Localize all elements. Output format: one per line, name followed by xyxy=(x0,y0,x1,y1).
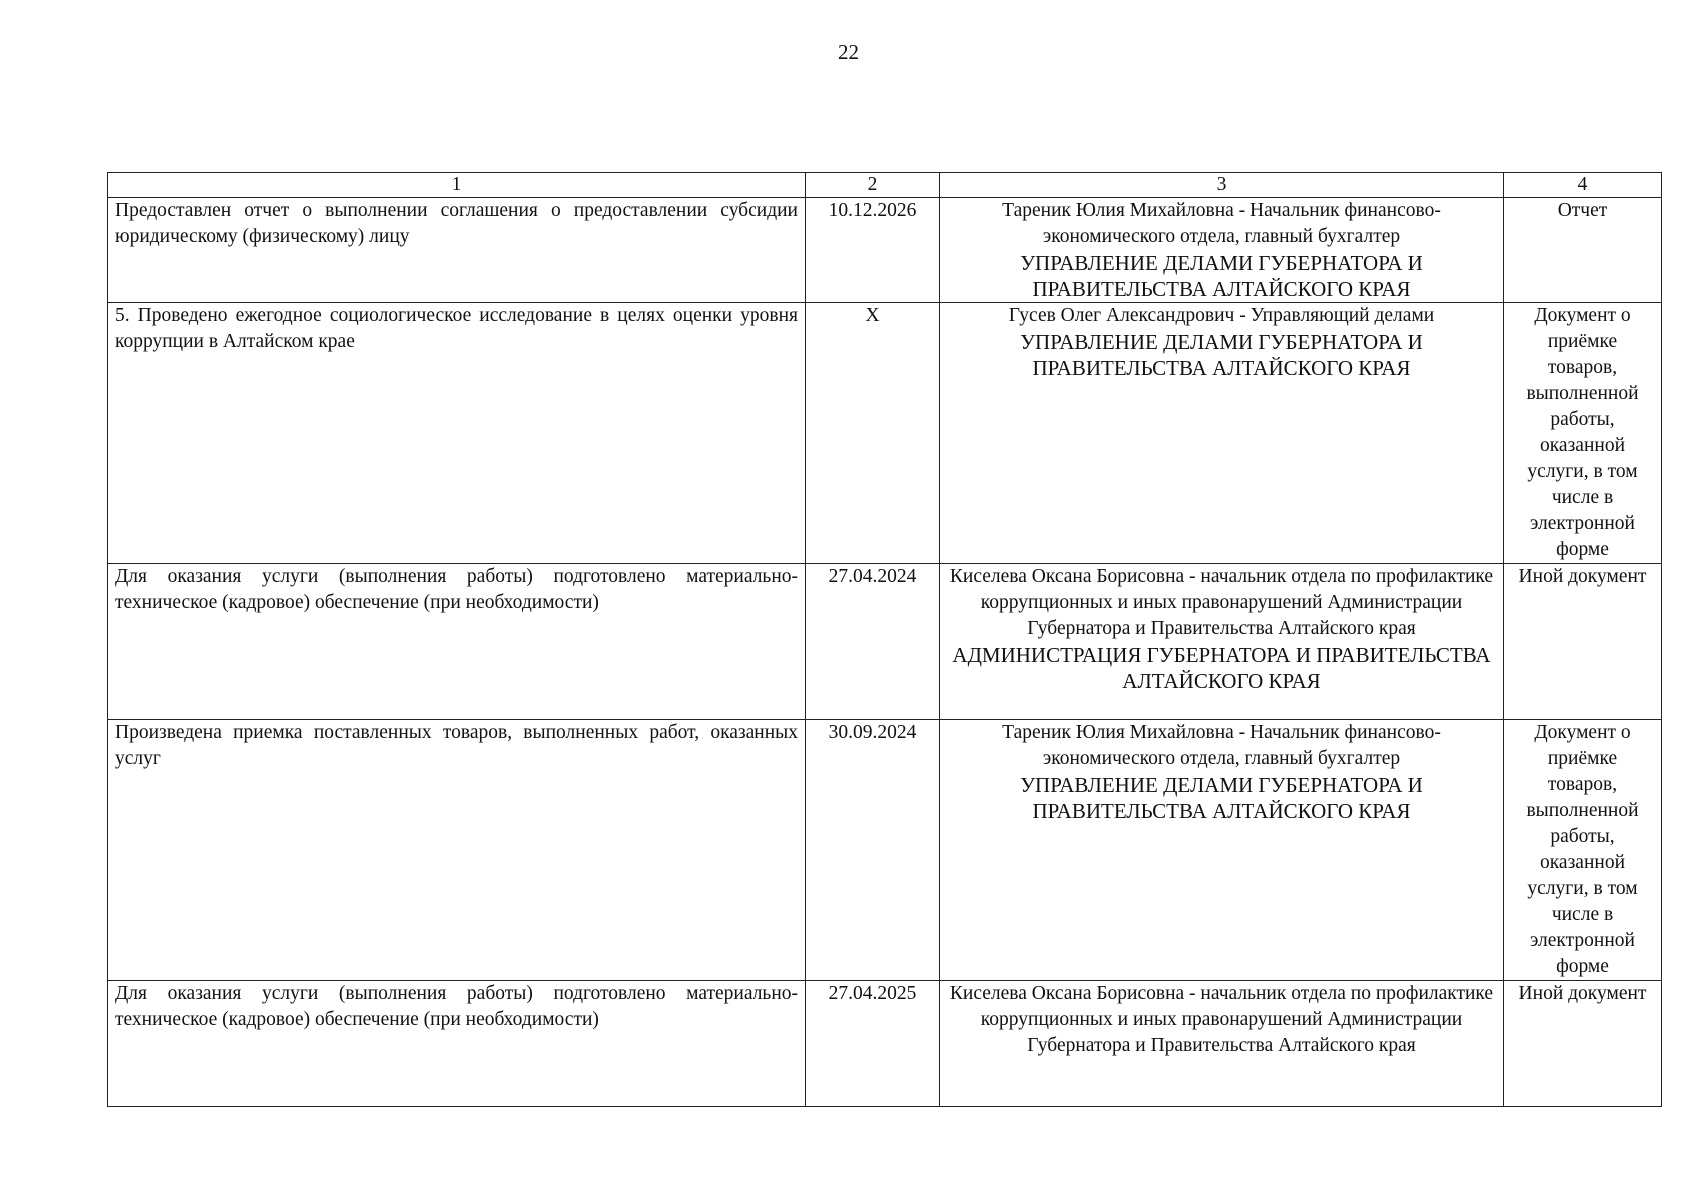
task-cell: Произведена приемка поставленных товаров, выполненных работ, оказанных услуг xyxy=(108,720,806,981)
task-cell: 5. Проведено ежегодное социологическое исследование в целях оценки уровня коррупции в Алтайском крае xyxy=(108,303,806,564)
responsible-cell xyxy=(940,564,1504,720)
responsible-person: Киселева Оксана Борисовна - начальник отдела по профилактике коррупционных и иных правонарушений Администрации Губернатора и Правительства Алтайского края xyxy=(949,566,1494,639)
plan-table xyxy=(107,172,1662,1107)
responsible-cell xyxy=(940,720,1504,981)
column-header: 3 xyxy=(940,173,1504,198)
document-cell: Иной документ xyxy=(1504,981,1662,1107)
page-number: 22 xyxy=(838,40,859,64)
document-cell: Документ о приёмке товаров, выполненной работы, оказанной услуги, в том числе в электронной форме xyxy=(1504,303,1662,564)
task-cell: Для оказания услуги (выполнения работы) подготовлено материально-техническое (кадровое) обеспечение (при необходимости) xyxy=(108,564,806,720)
table-row xyxy=(108,981,1662,1107)
responsible-org: УПРАВЛЕНИЕ ДЕЛАМИ ГУБЕРНАТОРА И ПРАВИТЕЛЬСТВА АЛТАЙСКОГО КРАЯ xyxy=(1020,330,1423,380)
document-cell: Отчет xyxy=(1504,198,1662,303)
responsible-org: УПРАВЛЕНИЕ ДЕЛАМИ ГУБЕРНАТОРА И ПРАВИТЕЛЬСТВА АЛТАЙСКОГО КРАЯ xyxy=(1020,773,1423,823)
responsible-cell xyxy=(940,198,1504,303)
responsible-person: Тареник Юлия Михайловна - Начальник финансово-экономического отдела, главный бухгалтер xyxy=(1002,200,1441,247)
column-header: 4 xyxy=(1504,173,1662,198)
responsible-person: Тареник Юлия Михайловна - Начальник финансово-экономического отдела, главный бухгалтер xyxy=(1002,722,1441,769)
date-cell: 30.09.2024 xyxy=(806,720,940,981)
responsible-cell xyxy=(940,981,1504,1107)
responsible-cell xyxy=(940,303,1504,564)
column-header: 1 xyxy=(108,173,806,198)
responsible-org: УПРАВЛЕНИЕ ДЕЛАМИ ГУБЕРНАТОРА И ПРАВИТЕЛЬСТВА АЛТАЙСКОГО КРАЯ xyxy=(1020,251,1423,301)
date-cell: 10.12.2026 xyxy=(806,198,940,303)
responsible-person: Гусев Олег Александрович - Управляющий делами xyxy=(1008,305,1435,326)
date-cell: 27.04.2025 xyxy=(806,981,940,1107)
table-row xyxy=(108,303,1662,564)
table-header-row xyxy=(108,173,1662,198)
table-row xyxy=(108,720,1662,981)
document-cell: Документ о приёмке товаров, выполненной работы, оказанной услуги, в том числе в электронной форме xyxy=(1504,720,1662,981)
task-cell: Для оказания услуги (выполнения работы) подготовлено материально-техническое (кадровое) обеспечение (при необходимости) xyxy=(108,981,806,1107)
task-cell: Предоставлен отчет о выполнении соглашения о предоставлении субсидии юридическому (физическому) лицу xyxy=(108,198,806,303)
responsible-person: Киселева Оксана Борисовна - начальник отдела по профилактике коррупционных и иных правонарушений Администрации Губернатора и Правительства Алтайского края xyxy=(949,983,1494,1056)
table-row xyxy=(108,564,1662,720)
responsible-org: АДМИНИСТРАЦИЯ ГУБЕРНАТОРА И ПРАВИТЕЛЬСТВА АЛТАЙСКОГО КРАЯ xyxy=(952,643,1491,693)
column-header: 2 xyxy=(806,173,940,198)
document-cell: Иной документ xyxy=(1504,564,1662,720)
table-row xyxy=(108,198,1662,303)
date-cell: 27.04.2024 xyxy=(806,564,940,720)
date-cell: X xyxy=(806,303,940,564)
